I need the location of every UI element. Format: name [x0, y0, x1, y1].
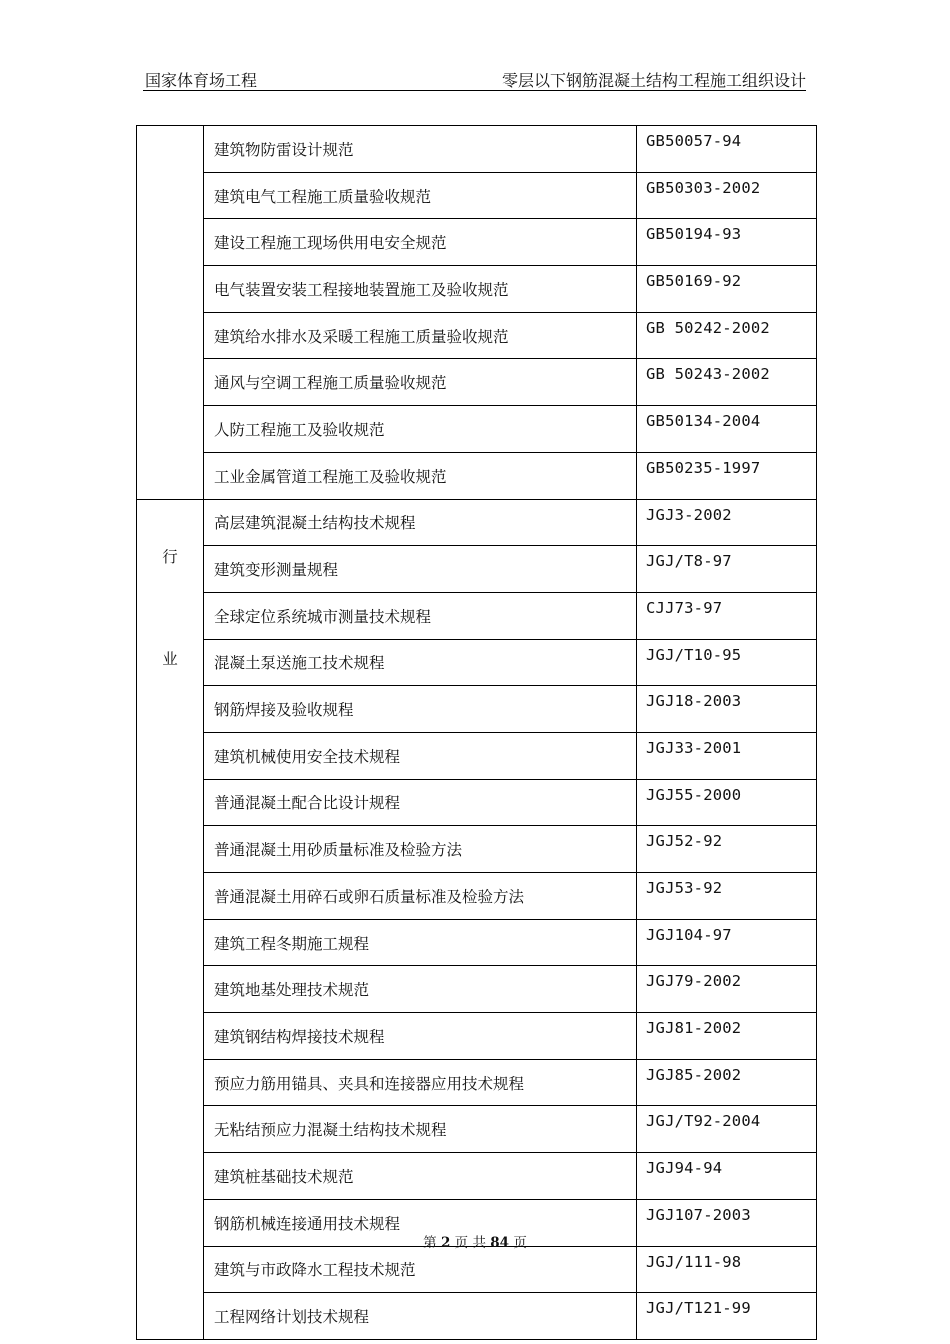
standard-code: JGJ53-92: [637, 873, 817, 920]
standard-name: 普通混凝土用砂质量标准及检验方法: [204, 826, 637, 873]
standard-code: JGJ104-97: [637, 919, 817, 966]
table-row: [137, 919, 817, 966]
standard-name: 建筑电气工程施工质量验收规范: [204, 172, 637, 219]
table-row: [137, 686, 817, 733]
standard-code: GB50194-93: [637, 219, 817, 266]
standards-table: [136, 125, 817, 1340]
page-footer: [0, 1231, 950, 1251]
table-row: [137, 499, 817, 546]
table-row: [137, 779, 817, 826]
table-row: [137, 406, 817, 453]
standard-code: JGJ81-2002: [637, 1013, 817, 1060]
table-row: [137, 359, 817, 406]
table-row: [137, 546, 817, 593]
category-label-char: 业: [162, 649, 178, 668]
standard-code: JGJ3-2002: [637, 499, 817, 546]
table-row: [137, 312, 817, 359]
standard-code: GB 50243-2002: [637, 359, 817, 406]
standard-code: GB50303-2002: [637, 172, 817, 219]
standard-code: JGJ/T121-99: [637, 1293, 817, 1340]
standard-name: 建筑机械使用安全技术规程: [204, 732, 637, 779]
standard-code: JGJ/T8-97: [637, 546, 817, 593]
standard-name: 通风与空调工程施工质量验收规范: [204, 359, 637, 406]
standard-code: JGJ/111-98: [637, 1246, 817, 1293]
category-cell-industry: [137, 499, 204, 1339]
table-row: [137, 826, 817, 873]
document-title: 零层以下钢筋混凝土结构工程施工组织设计: [501, 71, 806, 90]
standard-name: 工程网络计划技术规程: [204, 1293, 637, 1340]
standard-code: GB50235-1997: [637, 452, 817, 499]
standard-name: 建筑钢结构焊接技术规程: [204, 1013, 637, 1060]
standard-name: 建筑工程冬期施工规程: [204, 919, 637, 966]
table-row: [137, 1059, 817, 1106]
table-row: [137, 1293, 817, 1340]
footer-prefix: 第: [423, 1235, 437, 1251]
standard-name: 人防工程施工及验收规范: [204, 406, 637, 453]
table-row: [137, 172, 817, 219]
standard-name: 建筑与市政降水工程技术规范: [204, 1246, 637, 1293]
standard-code: GB50169-92: [637, 266, 817, 313]
table-row: [137, 1013, 817, 1060]
standard-name: 建筑物防雷设计规范: [204, 126, 637, 173]
standard-name: 建筑地基处理技术规范: [204, 966, 637, 1013]
table-row: [137, 126, 817, 173]
table-row: [137, 452, 817, 499]
standard-code: JGJ33-2001: [637, 732, 817, 779]
standard-code: GB50057-94: [637, 126, 817, 173]
standard-code: JGJ94-94: [637, 1153, 817, 1200]
table-row: [137, 592, 817, 639]
table-row: [137, 966, 817, 1013]
category-label-char: 行: [162, 547, 178, 566]
page-number: 2: [440, 1235, 451, 1251]
table-row: [137, 219, 817, 266]
table-row: [137, 873, 817, 920]
standard-code: CJJ73-97: [637, 592, 817, 639]
footer-suffix: 页: [513, 1235, 527, 1251]
table-row: [137, 639, 817, 686]
table-row: [137, 1153, 817, 1200]
standard-code: JGJ52-92: [637, 826, 817, 873]
standard-code: JGJ107-2003: [637, 1199, 817, 1246]
standard-code: GB50134-2004: [637, 406, 817, 453]
table-row: [137, 1246, 817, 1293]
total-pages: 84: [490, 1235, 510, 1251]
standard-name: 普通混凝土配合比设计规程: [204, 779, 637, 826]
standard-name: 普通混凝土用碎石或卵石质量标准及检验方法: [204, 873, 637, 920]
standard-name: 预应力筋用锚具、夹具和连接器应用技术规程: [204, 1059, 637, 1106]
standard-name: 工业金属管道工程施工及验收规范: [204, 452, 637, 499]
standards-table-body: [137, 126, 817, 1340]
standard-name: 钢筋焊接及验收规程: [204, 686, 637, 733]
standard-code: JGJ55-2000: [637, 779, 817, 826]
standard-code: JGJ79-2002: [637, 966, 817, 1013]
category-cell-national: [137, 126, 204, 500]
standard-code: JGJ/T92-2004: [637, 1106, 817, 1153]
table-row: [137, 1106, 817, 1153]
table-row: [137, 266, 817, 313]
standard-name: 建筑变形测量规程: [204, 546, 637, 593]
table-row: [137, 732, 817, 779]
standard-code: JGJ/T10-95: [637, 639, 817, 686]
standard-code: JGJ85-2002: [637, 1059, 817, 1106]
standard-name: 钢筋机械连接通用技术规程: [204, 1199, 637, 1246]
standard-code: GB 50242-2002: [637, 312, 817, 359]
standard-name: 电气装置安装工程接地装置施工及验收规范: [204, 266, 637, 313]
footer-mid: 页 共: [454, 1235, 486, 1251]
standard-name: 建筑给水排水及采暖工程施工质量验收规范: [204, 312, 637, 359]
standard-code: JGJ18-2003: [637, 686, 817, 733]
project-name: 国家体育场工程: [145, 71, 258, 90]
standard-name: 建筑桩基础技术规范: [204, 1153, 637, 1200]
standard-name: 建设工程施工现场供用电安全规范: [204, 219, 637, 266]
standard-name: 无粘结预应力混凝土结构技术规程: [204, 1106, 637, 1153]
page-header: [143, 68, 806, 91]
standard-name: 高层建筑混凝土结构技术规程: [204, 499, 637, 546]
standard-name: 全球定位系统城市测量技术规程: [204, 592, 637, 639]
standard-name: 混凝土泵送施工技术规程: [204, 639, 637, 686]
